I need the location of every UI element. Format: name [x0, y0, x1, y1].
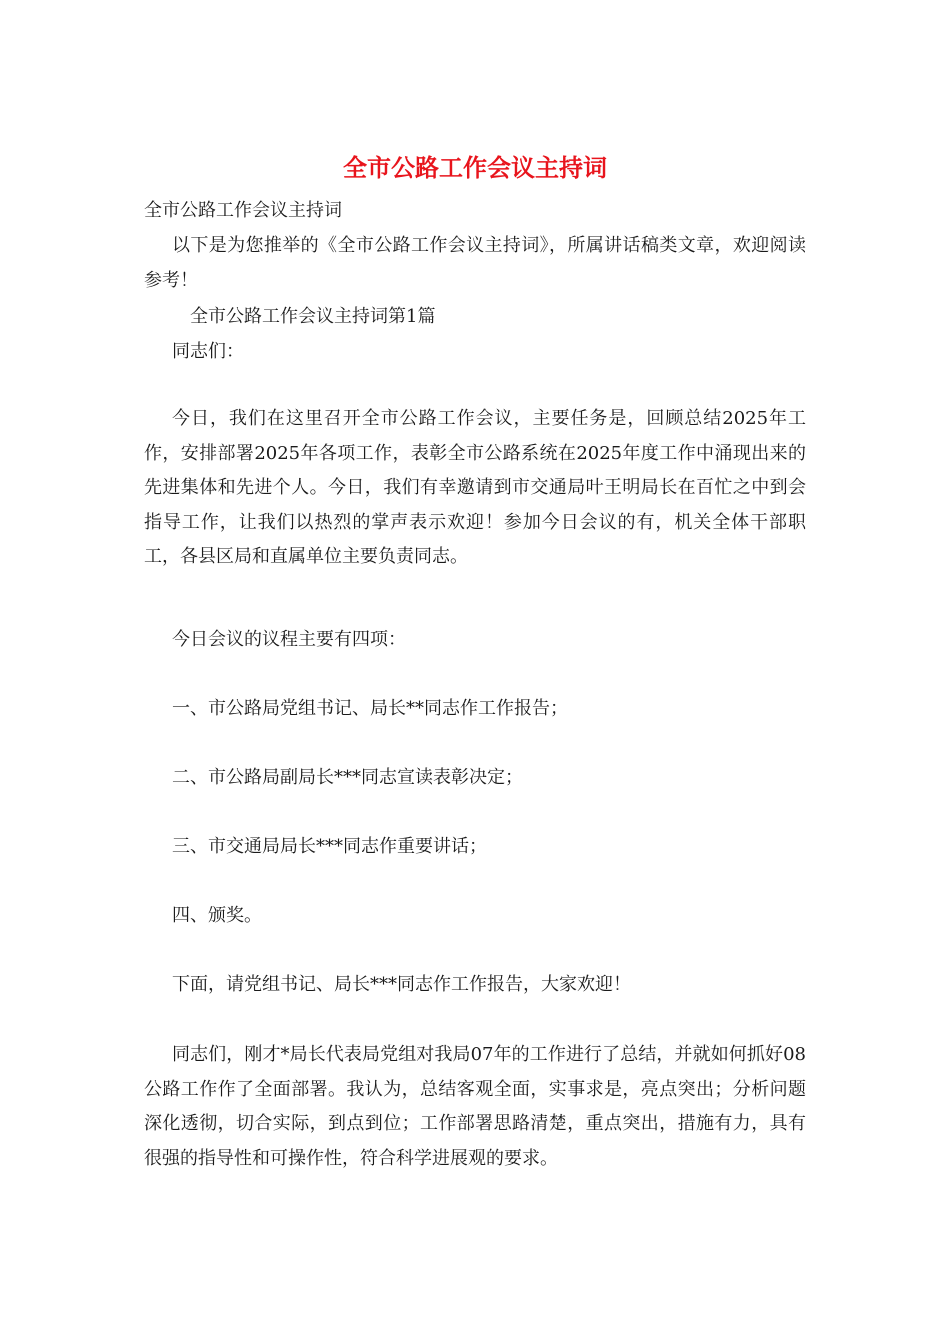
agenda-item-2: 二、市公路局副局长***同志宣读表彰决定；: [172, 767, 523, 788]
agenda-item-1: 一、市公路局党组书记、局长**同志作工作报告；: [172, 698, 568, 719]
greeting: 同志们：: [172, 341, 244, 362]
intro-paragraph: 以下是为您推举的《全市公路工作会议主持词》，所属讲话稿类文章，欢迎阅读参考！: [144, 235, 806, 291]
agenda-intro: 今日会议的议程主要有四项：: [172, 629, 406, 650]
agenda-item-3: 三、市交通局局长***同志作重要讲话；: [172, 836, 487, 857]
body-paragraph-2: 同志们，刚才*局长代表局党组对我局07年的工作进行了总结，并就如何抓好08公路工作作了全面部署。我认为，总结客观全面，实事求是，亮点突出；分析问题深化透彻，切合实际，到点到位；工作部署思路清楚，重点突出，措施有力，具有很强的指导性和可操作性，符合科学进展观的要求。: [144, 1044, 806, 1169]
document-title: 全市公路工作会议主持词: [343, 153, 607, 182]
document-subtitle: 全市公路工作会议主持词: [144, 200, 342, 221]
body-paragraph-1: 今日，我们在这里召开全市公路工作会议，主要任务是，回顾总结2025年工作，安排部署2025年各项工作，表彰全市公路系统在2025年度工作中涌现出来的先进集体和先进个人。今日，我们有幸邀请到市交通局叶王明局长在百忙之中到会指导工作，让我们以热烈的掌声表示欢迎！参加今日会议的有，机关全体干部职工，各县区局和直属单位主要负责同志。: [144, 408, 806, 567]
section-heading: 全市公路工作会议主持词第1篇: [190, 306, 436, 327]
invite-line: 下面，请党组书记、局长***同志作工作报告，大家欢迎！: [172, 974, 631, 995]
agenda-item-4: 四、颁奖。: [172, 905, 262, 926]
